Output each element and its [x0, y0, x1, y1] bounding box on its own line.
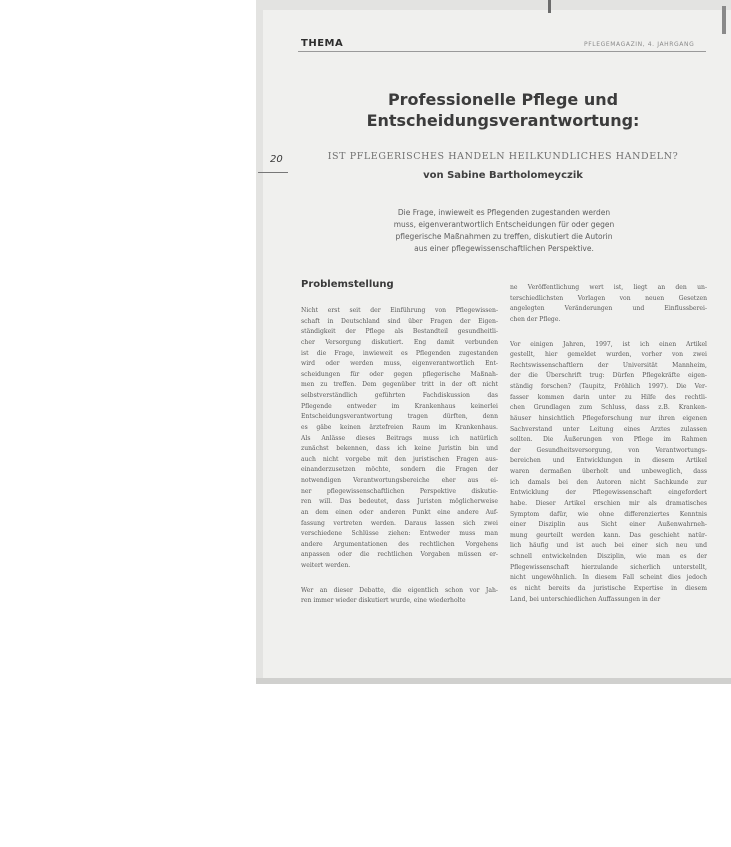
body-text-line: an dem einen oder anderen Punkt eine andere Auf- — [301, 508, 498, 516]
section-heading: Problemstellung — [301, 279, 394, 290]
body-text-line: fasser kommen darin unter zu Hilfe des rechtli- — [510, 393, 707, 401]
body-text-line: der Gesundheitsversorgung, von Verantwortungs- — [510, 446, 707, 454]
body-text-line: andere Argumentationen des rechtlichen Vorgehens — [301, 540, 498, 548]
body-text-line: es gäbe keinen ärztefreien Raum im Krankenhaus. — [301, 423, 498, 431]
body-text-line: terschiedlichsten Vorlagen von neuen Gesetzen — [510, 294, 707, 302]
header-divider — [298, 51, 706, 52]
body-text-line: auch nicht vorgebe mit den juristischen Fragen aus- — [301, 455, 498, 463]
body-text-line: ich damals bei den Autoren nicht Sachkunde zur — [510, 478, 707, 486]
body-text-line: Land, bei unterschiedlichen Auffassungen in der — [510, 595, 661, 603]
scan-artifact-mark — [722, 6, 726, 34]
body-text-line: schaft in Deutschland sind über Fragen der Eigen- — [301, 317, 498, 325]
body-text-line: Pflegewissenschaft hierzulande sicherlich unterstellt, — [510, 563, 707, 571]
body-text-line: ner pflegewissenschaftlichen Perspektive diskutie- — [301, 487, 498, 495]
body-text-line: ist die Frage, inwieweit es Pflegenden zugestanden — [301, 349, 498, 357]
body-text-line: lich häufig und ist auch bei einer sich neu und — [510, 542, 707, 550]
article-subtitle: IST PFLEGERISCHES HANDELN HEILKUNDLICHES HANDELN? — [327, 151, 679, 162]
abstract-line: pflegerische Maßnahmen zu treffen, diskutiert die Autorin — [395, 232, 613, 241]
article-title-line: Entscheidungsverantwortung: — [366, 111, 640, 130]
body-column-right — [510, 283, 707, 605]
body-text-line: anpassen oder die rechtlichen Vorgaben müssen er- — [301, 551, 498, 559]
body-text-line: Wer an dieser Debatte, die eigentlich schon vor Jah- — [301, 586, 498, 594]
body-text-line: bereichen und Entwicklungen in diesem Artikel — [510, 457, 707, 465]
body-text-line: notwendigen Verantwortungsbereiche eher aus ei- — [301, 477, 498, 484]
body-text-line: Entwicklung der Pflegewissenschaft eingefordert — [510, 489, 707, 497]
body-text-line: cher Versorgung diskutiert. Eng damit verbunden — [301, 338, 498, 346]
abstract-line: muss, eigenverantwortlich Entscheidungen für oder gegen — [393, 220, 615, 229]
body-column-left — [301, 306, 498, 607]
article-title-line: Professionelle Pflege und — [387, 90, 619, 109]
body-text-line: ren will. Das bedeutet, dass Juristen möglicherweise — [301, 498, 498, 506]
body-text-line: weitert werden. — [301, 562, 351, 569]
article-byline: von Sabine Bartholomeyczik — [423, 170, 583, 181]
scan-artifact-mark — [548, 0, 551, 13]
body-text-line: angelegten Veränderungen und Einflussberei- — [510, 305, 707, 313]
paper-bottom-edge — [256, 678, 731, 684]
page-number-rule — [258, 172, 288, 173]
body-text-line: einanderzusetzen möchte, sondern die Fragen der — [301, 466, 498, 474]
body-text-line: Pflegende entweder im Krankenhaus keinerlei — [301, 402, 498, 410]
body-text-line: men zu treffen. Dem gegenüber tritt in der oft nicht — [301, 381, 498, 389]
body-text-line: schnell entwickelnden Disziplin, wie man es der — [510, 553, 707, 560]
body-text-line: wird oder werden muss, eigenverantwortlich Ent- — [301, 360, 498, 368]
body-text-line: Sachverstand unter Leitung eines Arztes zulassen — [510, 425, 707, 433]
body-text-line: ständigkeit der Pflege als Bestandteil gesundheitli- — [301, 328, 498, 336]
body-text-line: einer Disziplin aus Sicht einer Außenwahrneh- — [510, 521, 707, 529]
body-text-line: chen Grundlagen zum Schluss, dass z.B. Kranken- — [510, 404, 707, 412]
body-text-line: ne Veröffentlichung wert ist, liegt an den un- — [510, 284, 707, 291]
body-text-line: ständig forschen? (Taupitz, Fröhlich 1997). Die Ver- — [510, 383, 707, 390]
body-text-line: zunächst bekennen, dass ich keine Juristin bin und — [301, 445, 498, 453]
body-text-line: ren immer wieder diskutiert wurde, eine wiederholte — [301, 597, 466, 605]
section-label: THEMA — [301, 38, 344, 49]
body-text-line: Rechtswissenschaftlern der Universität Mannheim, — [510, 361, 707, 369]
body-text-line: waren dermaßen überholt und unbeweglich, dass — [510, 468, 707, 475]
journal-label: PFLEGEMAGAZIN, 4. JAHRGANG — [584, 41, 695, 48]
body-text-line: Entscheidungsverantwortung tragen dürften, denn — [301, 413, 498, 421]
page-number: 20 — [270, 154, 283, 165]
abstract-line: aus einer pflegewissenschaftlichen Perspektive. — [414, 244, 594, 253]
article-abstract — [365, 207, 643, 255]
body-text-line: chen der Pflege. — [510, 315, 561, 323]
body-text-line: fassung vertreten werden. Daraus lassen sich zwei — [301, 519, 498, 527]
body-text-line: nicht ungewöhnlich. In diesem Fall scheint dies jedoch — [510, 574, 707, 582]
body-text-line: Nicht erst seit der Einführung von Pflegewissen- — [301, 307, 498, 314]
body-text-line: Symptom dafür, wie ohne differenziertes Kenntnis — [510, 510, 707, 518]
body-text-line: scheidungen für oder gegen pflegerische Maßnah- — [301, 370, 498, 378]
body-text-line: gestellt, hier gemeldet wurden, vorher von zwei — [510, 351, 707, 359]
body-text-line: Als Anlässe dieses Beitrags muss ich natürlich — [301, 434, 498, 442]
paragraph-gap — [301, 572, 498, 586]
body-text-line: der die Überschrift trug: Dürfen Pflegekräfte eigen- — [510, 372, 707, 380]
article-title — [300, 89, 706, 131]
body-text-line: sollten. Die Äußerungen von Pflege im Rahmen — [510, 436, 707, 444]
paragraph-gap — [510, 326, 707, 340]
body-text-line: verschiedene Schlüsse ziehen: Entweder muss man — [301, 530, 498, 538]
body-text-line: habe. Dieser Artikel erschien mir als dramatisches — [510, 499, 707, 507]
body-text-line: selbstverständlich geführten Fachdiskussion das — [301, 392, 498, 399]
abstract-line: Die Frage, inwieweit es Pflegenden zugestanden werden — [397, 208, 611, 217]
body-text-line: es nicht bereits da juristische Expertise in diesem — [510, 584, 707, 592]
body-text-line: Vor einigen Jahren, 1997, ist ich einen Artikel — [510, 340, 707, 348]
body-text-line: mung geurteilt werden kann. Das geschieht natür- — [510, 531, 707, 539]
body-text-line: häuser hinsichtlich Pflegeforschung nur ihren eigenen — [510, 414, 707, 422]
